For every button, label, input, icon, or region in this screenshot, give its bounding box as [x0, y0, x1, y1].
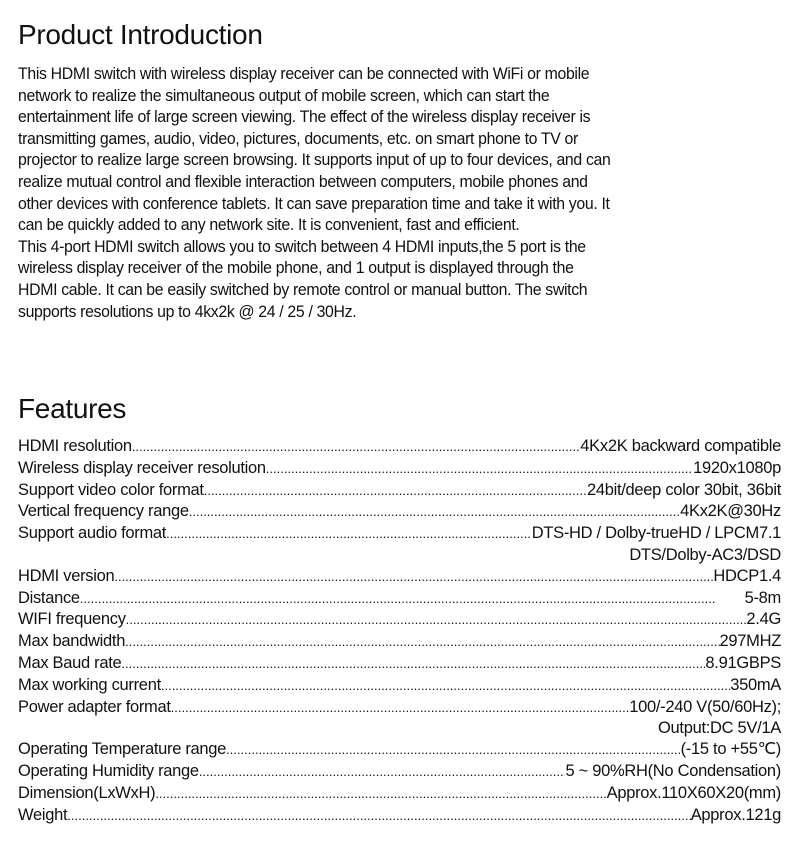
features-heading: Features — [18, 393, 127, 424]
dot-leader — [67, 806, 690, 827]
feature-value: 24bit/deep color 30bit, 36bit — [586, 480, 781, 499]
paragraph-line: other devices with conference tablets. It can save preparation time and take it with you. It — [18, 194, 610, 213]
feature-row — [18, 588, 781, 610]
feature-row — [18, 631, 781, 653]
feature-value: Approx.121g — [690, 805, 781, 824]
feature-label: Support video color format — [18, 480, 204, 499]
feature-label: Operating Temperature range — [18, 740, 227, 759]
dot-leader — [126, 610, 747, 631]
dot-leader — [114, 567, 713, 588]
feature-label: Power adapter format — [18, 697, 171, 716]
dot-leader — [204, 481, 587, 502]
dot-leader — [161, 676, 730, 697]
feature-label: Dimension(LxWxH) — [18, 783, 156, 802]
dot-leader — [226, 740, 681, 761]
dot-leader — [132, 437, 581, 458]
feature-label: HDMI version — [18, 566, 115, 585]
paragraph-line: supports resolutions up to 4kx2k @ 24 / 25 / 30Hz. — [18, 302, 357, 321]
feature-label: Wireless display receiver resolution — [18, 458, 266, 477]
paragraph-line: transmitting games, audio, video, pictures, documents, etc. on smart phone to TV or — [18, 129, 578, 148]
paragraph-line: network to realize the simultaneous output of mobile screen, which can start the — [18, 86, 550, 105]
feature-value: 5-8m — [744, 588, 781, 607]
dot-leader — [166, 524, 532, 545]
feature-value: 297MHZ — [719, 632, 781, 651]
feature-value: DTS-HD / Dolby-trueHD / LPCM7.1 — [531, 524, 781, 543]
feature-label: HDMI resolution — [18, 437, 132, 455]
dot-leader — [155, 784, 606, 805]
feature-row — [18, 805, 781, 827]
feature-value-continuation: Output:DC 5V/1A — [658, 719, 781, 738]
paragraph-line: can be quickly added to any network site. It is convenient, fast and efficient. — [18, 216, 520, 235]
feature-row — [18, 566, 781, 588]
dot-leader — [199, 762, 566, 783]
feature-row — [18, 501, 781, 523]
feature-row — [18, 523, 781, 545]
paragraph-line: projector to realize large screen browsing. It supports input of up to four devices, and can — [18, 151, 611, 170]
feature-row — [18, 675, 781, 697]
dot-leader — [121, 654, 705, 675]
feature-row — [18, 480, 781, 502]
feature-label: Weight — [18, 805, 68, 824]
feature-row — [18, 761, 781, 783]
feature-value: (-15 to +55℃) — [680, 740, 781, 759]
product-introduction-text — [18, 64, 793, 323]
feature-label: Operating Humidity range — [18, 761, 199, 780]
feature-row — [18, 436, 781, 458]
dot-leader — [80, 589, 745, 610]
feature-value: Approx.110X60X20(mm) — [606, 783, 781, 802]
feature-label: Distance — [18, 588, 80, 607]
feature-value-continuation: DTS/Dolby-AC3/DSD — [629, 545, 781, 564]
paragraph-line: This HDMI switch with wireless display receiver can be connected with WiFi or mobile — [18, 65, 590, 83]
paragraph-line: HDMI cable. It can be easily switched by remote control or manual button. The switch — [18, 280, 588, 299]
feature-row — [18, 697, 781, 719]
paragraph-line: realize mutual control and flexible interaction between computers, mobile phones and — [18, 172, 588, 191]
feature-label: WIFI frequency — [18, 610, 126, 629]
feature-label: Max Baud rate — [18, 653, 122, 672]
feature-value: 4Kx2K@30Hz — [680, 502, 781, 521]
dot-leader — [266, 459, 693, 480]
feature-value: 4Kx2K backward compatible — [580, 437, 781, 455]
feature-value: 8.91GBPS — [705, 653, 781, 672]
paragraph-line: entertainment life of large screen viewing. The effect of the wireless display receiver is — [18, 108, 591, 127]
feature-value: 5 ~ 90%RH(No Condensation) — [565, 761, 781, 780]
feature-row — [18, 653, 781, 675]
dot-leader — [125, 632, 719, 653]
paragraph-line: This 4-port HDMI switch allows you to switch between 4 HDMI inputs,the 5 port is the — [18, 237, 586, 256]
features-list — [18, 436, 781, 826]
product-introduction-heading: Product Introduction — [18, 19, 263, 50]
feature-row — [18, 458, 781, 480]
paragraph-line: wireless display receiver of the mobile phone, and 1 output is displayed through the — [18, 259, 574, 278]
feature-value: HDCP1.4 — [713, 566, 781, 585]
feature-value: 350mA — [730, 675, 781, 694]
feature-row — [18, 609, 781, 631]
dot-leader — [189, 502, 680, 523]
feature-row — [18, 739, 781, 761]
feature-row — [18, 783, 781, 805]
dot-leader — [171, 698, 630, 719]
feature-value: 1920x1080p — [693, 458, 781, 477]
feature-label: Vertical frequency range — [18, 502, 189, 521]
feature-value: 100/-240 V(50/60Hz); — [629, 697, 781, 716]
feature-label: Max working current — [18, 675, 161, 694]
feature-label: Max bandwidth — [18, 632, 126, 651]
feature-value: 2.4G — [746, 610, 781, 629]
feature-label: Support audio format — [18, 524, 167, 543]
